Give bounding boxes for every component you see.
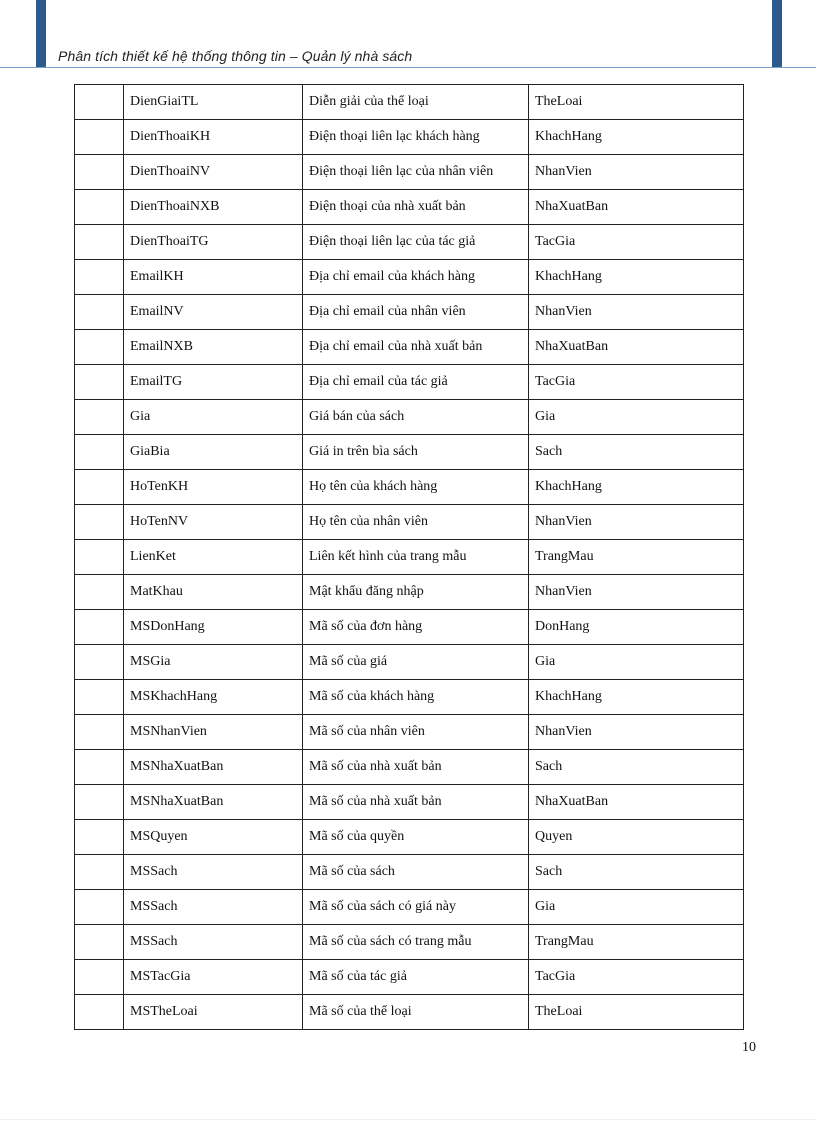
table-name-cell: TheLoai: [529, 85, 744, 120]
header-accent-bar-left: [36, 0, 46, 68]
table-row: [75, 820, 744, 855]
row-index-cell: [75, 995, 124, 1030]
table-name-cell: NhanVien: [529, 715, 744, 750]
table-name-cell: TheLoai: [529, 995, 744, 1030]
field-name-cell: MSTheLoai: [124, 995, 303, 1030]
field-description-cell: Mật khẩu đăng nhập: [303, 575, 529, 610]
table-row: [75, 540, 744, 575]
field-description-cell: Diễn giải của thể loại: [303, 85, 529, 120]
field-description-cell: Mã số của nhân viên: [303, 715, 529, 750]
table-row: [75, 610, 744, 645]
table-row: [75, 225, 744, 260]
table-row: [75, 295, 744, 330]
table-name-cell: Gia: [529, 645, 744, 680]
row-index-cell: [75, 295, 124, 330]
row-index-cell: [75, 365, 124, 400]
field-description-cell: Mã số của sách có giá này: [303, 890, 529, 925]
row-index-cell: [75, 435, 124, 470]
table-name-cell: KhachHang: [529, 120, 744, 155]
table-name-cell: Gia: [529, 890, 744, 925]
row-index-cell: [75, 890, 124, 925]
field-name-cell: MSDonHang: [124, 610, 303, 645]
row-index-cell: [75, 540, 124, 575]
field-name-cell: MSNhaXuatBan: [124, 750, 303, 785]
header-rule: [0, 67, 816, 68]
page-number: 10: [742, 1040, 756, 1055]
field-name-cell: DienThoaiTG: [124, 225, 303, 260]
field-name-cell: LienKet: [124, 540, 303, 575]
row-index-cell: [75, 820, 124, 855]
field-name-cell: DienThoaiKH: [124, 120, 303, 155]
table-name-cell: KhachHang: [529, 260, 744, 295]
field-description-cell: Mã số của giá: [303, 645, 529, 680]
field-name-cell: MSSach: [124, 890, 303, 925]
field-description-cell: Mã số của quyền: [303, 820, 529, 855]
table-row: [75, 785, 744, 820]
table-row: [75, 960, 744, 995]
field-name-cell: HoTenNV: [124, 505, 303, 540]
field-description-cell: Địa chỉ email của nhân viên: [303, 295, 529, 330]
table-row: [75, 505, 744, 540]
row-index-cell: [75, 225, 124, 260]
table-row: [75, 470, 744, 505]
table-row: [75, 890, 744, 925]
field-description-cell: Địa chỉ email của nhà xuất bản: [303, 330, 529, 365]
table-name-cell: Sach: [529, 750, 744, 785]
row-index-cell: [75, 260, 124, 295]
running-header-title: Phân tích thiết kế hệ thống thông tin – Quản lý nhà sách: [58, 48, 413, 64]
field-name-cell: HoTenKH: [124, 470, 303, 505]
field-description-cell: Mã số của tác giả: [303, 960, 529, 995]
field-name-cell: DienThoaiNXB: [124, 190, 303, 225]
field-description-cell: Giá in trên bìa sách: [303, 435, 529, 470]
field-description-cell: Điện thoại của nhà xuất bản: [303, 190, 529, 225]
row-index-cell: [75, 645, 124, 680]
header-accent-bar-right: [772, 0, 782, 68]
row-index-cell: [75, 155, 124, 190]
table-name-cell: TrangMau: [529, 925, 744, 960]
field-name-cell: DienGiaiTL: [124, 85, 303, 120]
table-name-cell: NhaXuatBan: [529, 330, 744, 365]
table-name-cell: NhaXuatBan: [529, 785, 744, 820]
field-description-cell: Điện thoại liên lạc của nhân viên: [303, 155, 529, 190]
field-name-cell: DienThoaiNV: [124, 155, 303, 190]
table-row: [75, 925, 744, 960]
table-row: [75, 750, 744, 785]
table-row: [75, 155, 744, 190]
table-name-cell: NhanVien: [529, 155, 744, 190]
footer-line: [0, 1119, 816, 1120]
table-name-cell: NhanVien: [529, 575, 744, 610]
table-row: [75, 680, 744, 715]
data-dictionary-table: [74, 84, 744, 1030]
field-name-cell: MSQuyen: [124, 820, 303, 855]
field-name-cell: MSNhaXuatBan: [124, 785, 303, 820]
field-description-cell: Mã số của sách: [303, 855, 529, 890]
table-row: [75, 190, 744, 225]
row-index-cell: [75, 785, 124, 820]
field-description-cell: Liên kết hình của trang mẫu: [303, 540, 529, 575]
field-description-cell: Điện thoại liên lạc khách hàng: [303, 120, 529, 155]
table-name-cell: DonHang: [529, 610, 744, 645]
table-name-cell: TacGia: [529, 960, 744, 995]
row-index-cell: [75, 85, 124, 120]
row-index-cell: [75, 505, 124, 540]
field-description-cell: Giá bán của sách: [303, 400, 529, 435]
field-description-cell: Điện thoại liên lạc của tác giả: [303, 225, 529, 260]
table-name-cell: KhachHang: [529, 680, 744, 715]
table-row: [75, 995, 744, 1030]
field-description-cell: Mã số của khách hàng: [303, 680, 529, 715]
table-row: [75, 400, 744, 435]
field-name-cell: GiaBia: [124, 435, 303, 470]
table-body: [75, 85, 744, 1030]
field-description-cell: Họ tên của khách hàng: [303, 470, 529, 505]
field-name-cell: MSNhanVien: [124, 715, 303, 750]
table-name-cell: Gia: [529, 400, 744, 435]
table-name-cell: TacGia: [529, 225, 744, 260]
row-index-cell: [75, 750, 124, 785]
table-name-cell: NhaXuatBan: [529, 190, 744, 225]
table-name-cell: Sach: [529, 435, 744, 470]
field-name-cell: EmailKH: [124, 260, 303, 295]
table-row: [75, 715, 744, 750]
table-name-cell: Sach: [529, 855, 744, 890]
field-description-cell: Họ tên của nhân viên: [303, 505, 529, 540]
row-index-cell: [75, 855, 124, 890]
field-description-cell: Địa chỉ email của tác giả: [303, 365, 529, 400]
table-row: [75, 855, 744, 890]
row-index-cell: [75, 575, 124, 610]
table-row: [75, 365, 744, 400]
row-index-cell: [75, 610, 124, 645]
field-name-cell: MSKhachHang: [124, 680, 303, 715]
row-index-cell: [75, 715, 124, 750]
table-row: [75, 575, 744, 610]
row-index-cell: [75, 960, 124, 995]
table-row: [75, 435, 744, 470]
field-name-cell: MSSach: [124, 925, 303, 960]
table-name-cell: Quyen: [529, 820, 744, 855]
field-name-cell: EmailTG: [124, 365, 303, 400]
row-index-cell: [75, 680, 124, 715]
table-name-cell: NhanVien: [529, 295, 744, 330]
field-name-cell: MSSach: [124, 855, 303, 890]
table-row: [75, 85, 744, 120]
field-name-cell: MSTacGia: [124, 960, 303, 995]
field-name-cell: Gia: [124, 400, 303, 435]
row-index-cell: [75, 925, 124, 960]
table-row: [75, 120, 744, 155]
table-name-cell: NhanVien: [529, 505, 744, 540]
field-name-cell: MSGia: [124, 645, 303, 680]
table-name-cell: TacGia: [529, 365, 744, 400]
field-description-cell: Mã số của thể loại: [303, 995, 529, 1030]
field-description-cell: Mã số của sách có trang mẫu: [303, 925, 529, 960]
table-row: [75, 645, 744, 680]
field-description-cell: Địa chỉ email của khách hàng: [303, 260, 529, 295]
field-name-cell: EmailNXB: [124, 330, 303, 365]
field-description-cell: Mã số của nhà xuất bản: [303, 750, 529, 785]
field-name-cell: MatKhau: [124, 575, 303, 610]
table-name-cell: TrangMau: [529, 540, 744, 575]
table-name-cell: KhachHang: [529, 470, 744, 505]
row-index-cell: [75, 190, 124, 225]
field-description-cell: Mã số của đơn hàng: [303, 610, 529, 645]
row-index-cell: [75, 400, 124, 435]
row-index-cell: [75, 470, 124, 505]
table-row: [75, 330, 744, 365]
table-row: [75, 260, 744, 295]
field-description-cell: Mã số của nhà xuất bản: [303, 785, 529, 820]
row-index-cell: [75, 120, 124, 155]
row-index-cell: [75, 330, 124, 365]
field-name-cell: EmailNV: [124, 295, 303, 330]
